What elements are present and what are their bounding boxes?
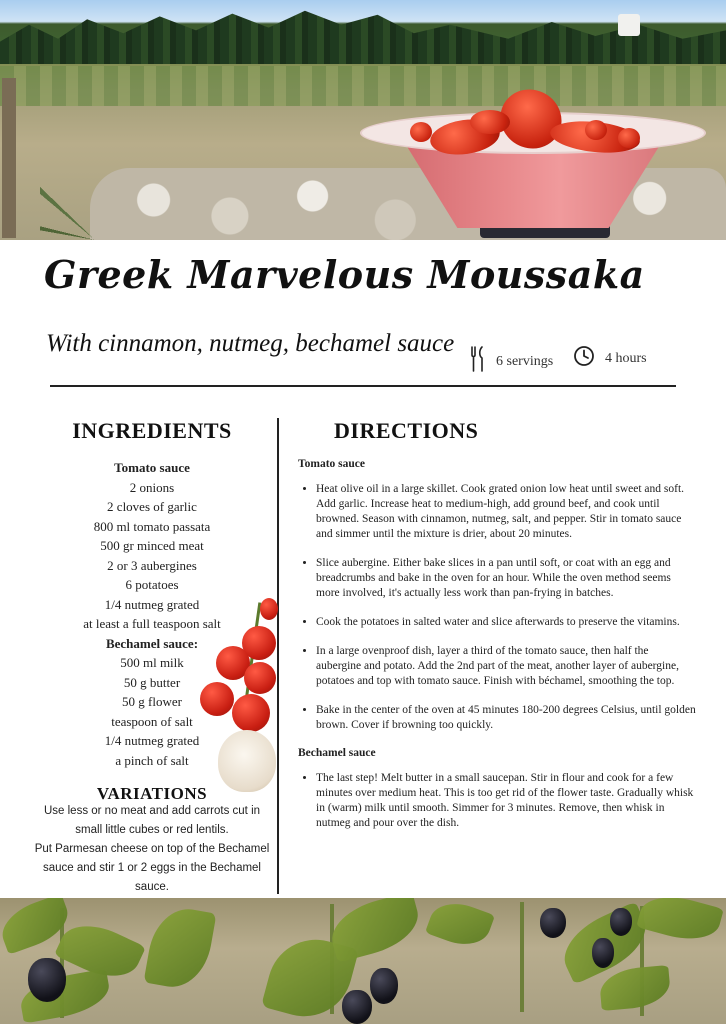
footer-photo-aubergine-plants [0,898,726,1024]
ingredient-item: 800 ml tomato passata [93,518,211,534]
direction-step: • Cook the potatoes in salted water and slice afterwards to preserve the vitamins. [316,615,696,630]
hero-fence-post [2,78,16,238]
ingredient-group-heading: Bechamel sauce: [105,635,199,651]
variation-line: Use less or no meat and add carrots cut in small little cubes or red lentils. [43,805,261,836]
ingredient-item: 2 cloves of garlic [107,499,197,514]
directions-section [296,418,696,845]
hero-windmill [618,14,640,36]
recipe-subtitle: With cinnamon, nutmeg, bechamel sauce [46,330,455,357]
ingredient-item: 50 g flower [122,694,182,709]
ingredient-item: 1/4 nutmeg grated [104,733,200,748]
directions-heading: DIRECTIONS [334,418,479,443]
ingredient-item: 500 gr minced meat [100,538,204,553]
ingredients-heading: INGREDIENTS [72,418,232,443]
ingredient-item: 2 or 3 aubergines [107,557,197,573]
direction-step: • Heat olive oil in a large skillet. Cook grated onion low heat until sweet and soft. Add garlic. Increase heat to medium-high, add ground beef, and cook until browned. Season with cinnamon, nutmeg, salt, and pepper. Stir in tomato sauce and simmer until the mixture is drier, about 20 minutes. [316,482,696,542]
direction-step: • The last step! Melt butter in a small saucepan. Stir in flour and cook for a few minutes over medium heat. This is too get rid of the flower taste. Gradually whisk in (warm) milk until smooth. Simmer for 3 minutes. Remove, then whisk in nutmeg and pour over the dish. [316,771,696,831]
hero-pink-bowl [360,112,706,236]
directions-subheading-tomato: Tomato sauce [298,458,365,470]
time-info [573,345,647,372]
direction-step: • In a large ovenproof dish, layer a third of the tomato sauce, then half the aubergine and potato. Add the 2nd part of the meat, another layer of aubergine, potatoes and top with tomato sauce. Finish with béchamel, smoothing the top. [316,644,696,689]
variations-heading: VARIATIONS [96,784,208,803]
title-divider [50,385,676,387]
direction-step: • Slice aubergine. Either bake slices in a pan until soft, or coat with an egg and breadcrumbs and bake in the oven for an hour. While the oven method seems more involved, it's actually less work than pan-frying in batches. [316,556,696,601]
variation-line: Put Parmesan cheese on top of the Bechamel sauce and stir 1 or 2 eggs in the Bechamel sauce. [34,843,270,893]
bechamel-steps-list [296,771,696,831]
ingredient-item: 50 g butter [123,674,181,690]
recipe-title: Greek Marvelous Moussaka [44,252,645,297]
ingredient-item: a pinch of salt [115,752,189,768]
ingredient-item: 6 potatoes [125,577,179,592]
time-text: 4 hours [605,350,647,366]
direction-step: • Bake in the center of the oven at 45 minutes 180-200 degrees Celsius, until golden brown. Cover if browning too quickly. [316,703,696,733]
ingredient-item: 500 ml milk [120,655,184,670]
variations-text [30,802,274,897]
ingredient-item: 1/4 nutmeg grated [104,596,200,612]
servings-text: 6 servings [496,353,554,369]
directions-subheading-bechamel: Bechamel sauce [298,747,376,759]
tomato-garlic-image [198,598,278,798]
fork-knife-icon [470,345,486,378]
ingredient-group-heading: Tomato sauce [114,460,190,475]
clock-icon [573,345,595,372]
tomato-steps-list [296,482,696,733]
ingredient-item: at least a full teaspoon salt [83,616,221,631]
hero-field [0,66,726,106]
ingredient-item: teaspoon of salt [111,713,193,729]
hero-photo-tomato-bowl [0,0,726,240]
servings-info [470,345,553,378]
ingredient-item: 2 onions [129,479,175,495]
hero-aloe-plant [40,150,150,240]
